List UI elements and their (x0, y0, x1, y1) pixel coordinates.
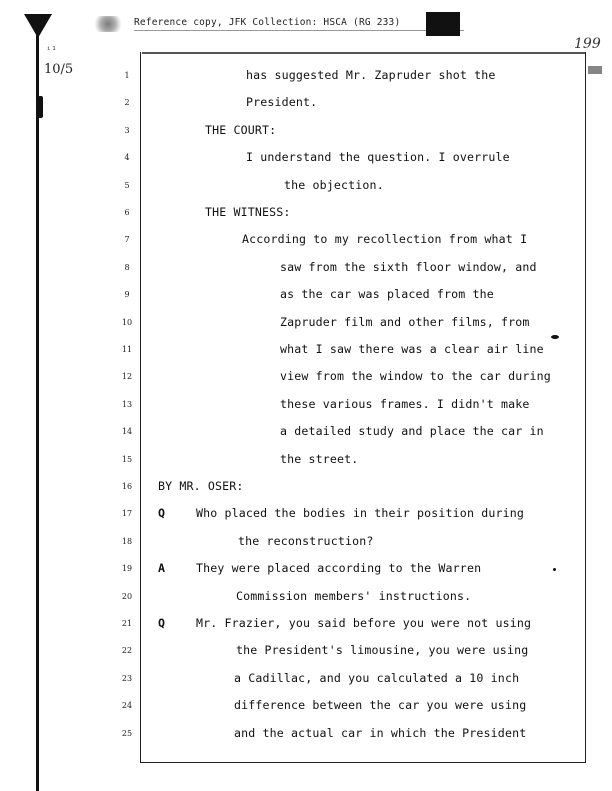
line-number: 20 (121, 591, 133, 601)
transcript-line: Mr. Frazier, you said before you were not using (196, 616, 532, 630)
line-number: 24 (121, 701, 133, 711)
margin-tick: ⁱ¹ (46, 46, 57, 56)
transcript-line: They were placed according to the Warren (196, 561, 482, 576)
line-number: 13 (121, 399, 133, 409)
transcript-line: a Cadillac, and you calculated a 10 inch (234, 670, 520, 685)
transcript-line: BY MR. OSER: (158, 479, 244, 493)
line-number: 17 (121, 509, 133, 519)
collection-header: Reference copy, JFK Collection: HSCA (RG 233) (134, 17, 401, 28)
transcript-line: I understand the question. I overrule (246, 150, 510, 165)
line-number: 5 (124, 180, 130, 190)
line-number: 10 (121, 317, 133, 327)
transcript-line: these various frames. I didn't make (280, 396, 530, 411)
binding-line (36, 14, 39, 791)
transcript-line: saw from the sixth floor window, and (280, 259, 537, 274)
line-number: 25 (121, 728, 133, 738)
line-number: 21 (121, 619, 133, 628)
qa-marker: Q (158, 506, 165, 521)
transcript-line: as the car was placed from the (280, 287, 494, 302)
transcript-line: Who placed the bodies in their position during (196, 506, 524, 521)
transcript-line: Zapruder film and other films, from (280, 314, 530, 329)
line-number: 15 (121, 454, 133, 464)
line-number: 19 (121, 564, 133, 574)
transcript-line: According to my recollection from what I (242, 232, 528, 247)
page-number: 199 (574, 36, 601, 52)
qa-marker: Q (158, 616, 165, 630)
line-number: 18 (121, 536, 133, 546)
transcript-line: a detailed study and place the car in (280, 424, 544, 439)
line-number: 6 (124, 208, 130, 217)
header-rule (134, 30, 464, 31)
transcript-line: has suggested Mr. Zapruder shot the (246, 68, 496, 82)
line-number: 7 (124, 235, 130, 245)
redaction-block (426, 12, 460, 36)
transcript-line: THE WITNESS: (205, 205, 291, 219)
scan-smudge (92, 16, 124, 32)
transcript-line: the objection. (284, 177, 384, 192)
line-number: 9 (124, 290, 130, 300)
transcript-line: the reconstruction? (238, 533, 374, 548)
transcript-line: the President's limousine, you were using (236, 643, 529, 658)
line-number: 1 (124, 71, 130, 80)
line-number: 22 (121, 646, 133, 656)
date-note: 10/5 (44, 62, 74, 77)
transcript-line: President. (246, 95, 318, 110)
line-number: 16 (121, 482, 133, 491)
transcript-line: and the actual car in which the President (234, 725, 527, 740)
transcript-line: the street. (280, 451, 359, 466)
scan-speck (553, 568, 556, 571)
line-number: 11 (121, 345, 133, 354)
scan-mark (588, 66, 602, 74)
line-number: 12 (121, 372, 133, 382)
binding-marker-icon (24, 14, 52, 38)
transcript-line: view from the window to the car during (280, 369, 551, 384)
line-number: 14 (121, 427, 133, 437)
line-number: 23 (121, 673, 133, 683)
line-number: 8 (124, 262, 130, 272)
line-number: 2 (124, 98, 130, 108)
line-number: 4 (124, 153, 130, 163)
punch-mark (38, 96, 43, 118)
qa-marker: A (158, 561, 165, 576)
scan-speck (551, 335, 559, 339)
transcript-line: Commission members' instructions. (236, 588, 472, 603)
transcript-line: THE COURT: (205, 122, 277, 137)
line-number: 3 (124, 125, 130, 135)
transcript-line: difference between the car you were using (234, 698, 527, 713)
transcript-line: what I saw there was a clear air line (280, 342, 544, 356)
